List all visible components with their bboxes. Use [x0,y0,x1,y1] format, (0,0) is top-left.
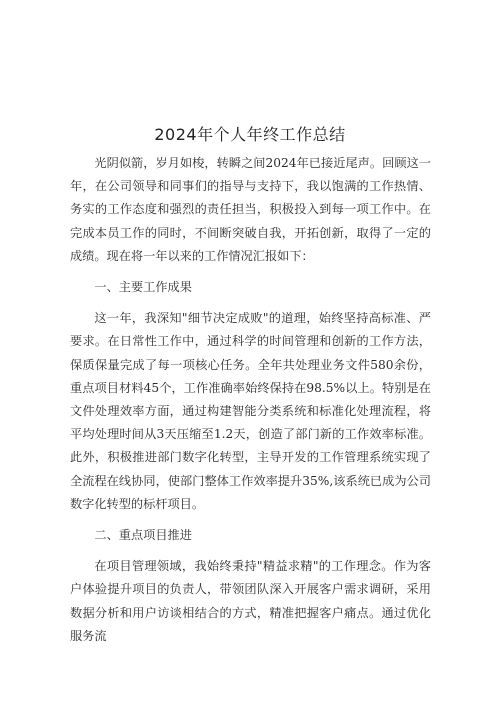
section-heading-results: 一、主要工作成果 [94,280,192,295]
document-title: 2024年个人年终工作总结 [154,125,346,144]
intro-paragraph: 光阴似箭，岁月如梭，转瞬之间2024年已接近尾声。回顾这一年，在公司领导和同事们的指导与支持下，我以饱满的工作热情、务实的工作态度和强烈的责任担当，积极投入到每一项工作中。在完成本员工作的同时，不间断突破自我，开拓创新，取得了一定的成绩。现在将一年以来的工作情况汇报如下： [70,156,431,263]
section-heading-projects: 二、重点项目推进 [94,528,192,543]
section-body-results: 这一年，我深知"细节决定成败"的道理，始终坚持高标准、严要求。在日常性工作中，通过科学的时间管理和创新的工作方法，保质保量完成了每一项核心任务。全年共处理业务文件580余份，重点项目材料45个，工作准确率始终保持在98.5%以上。特别是在文件处理效率方面，通过构建智能分类系统和标准化处理流程，将平均处理时间从3天压缩至1.2天，创造了部门新的工作效率标准。此外，积极推进部门数字化转型，主导开发的工作管理系统实现了全流程在线协同，使部门整体工作效率提升35%,该系统已成为公司数字化转型的标杆项目。 [70,311,431,511]
document-body [70,152,431,648]
section-body-projects: 在项目管理领域，我始终秉持"精益求精"的工作理念。作为客户体验提升项目的负责人，带领团队深入开展客户需求调研，采用数据分析和用户访谈相结合的方式，精准把握客户痛点。通过优化服务流 [70,559,431,643]
